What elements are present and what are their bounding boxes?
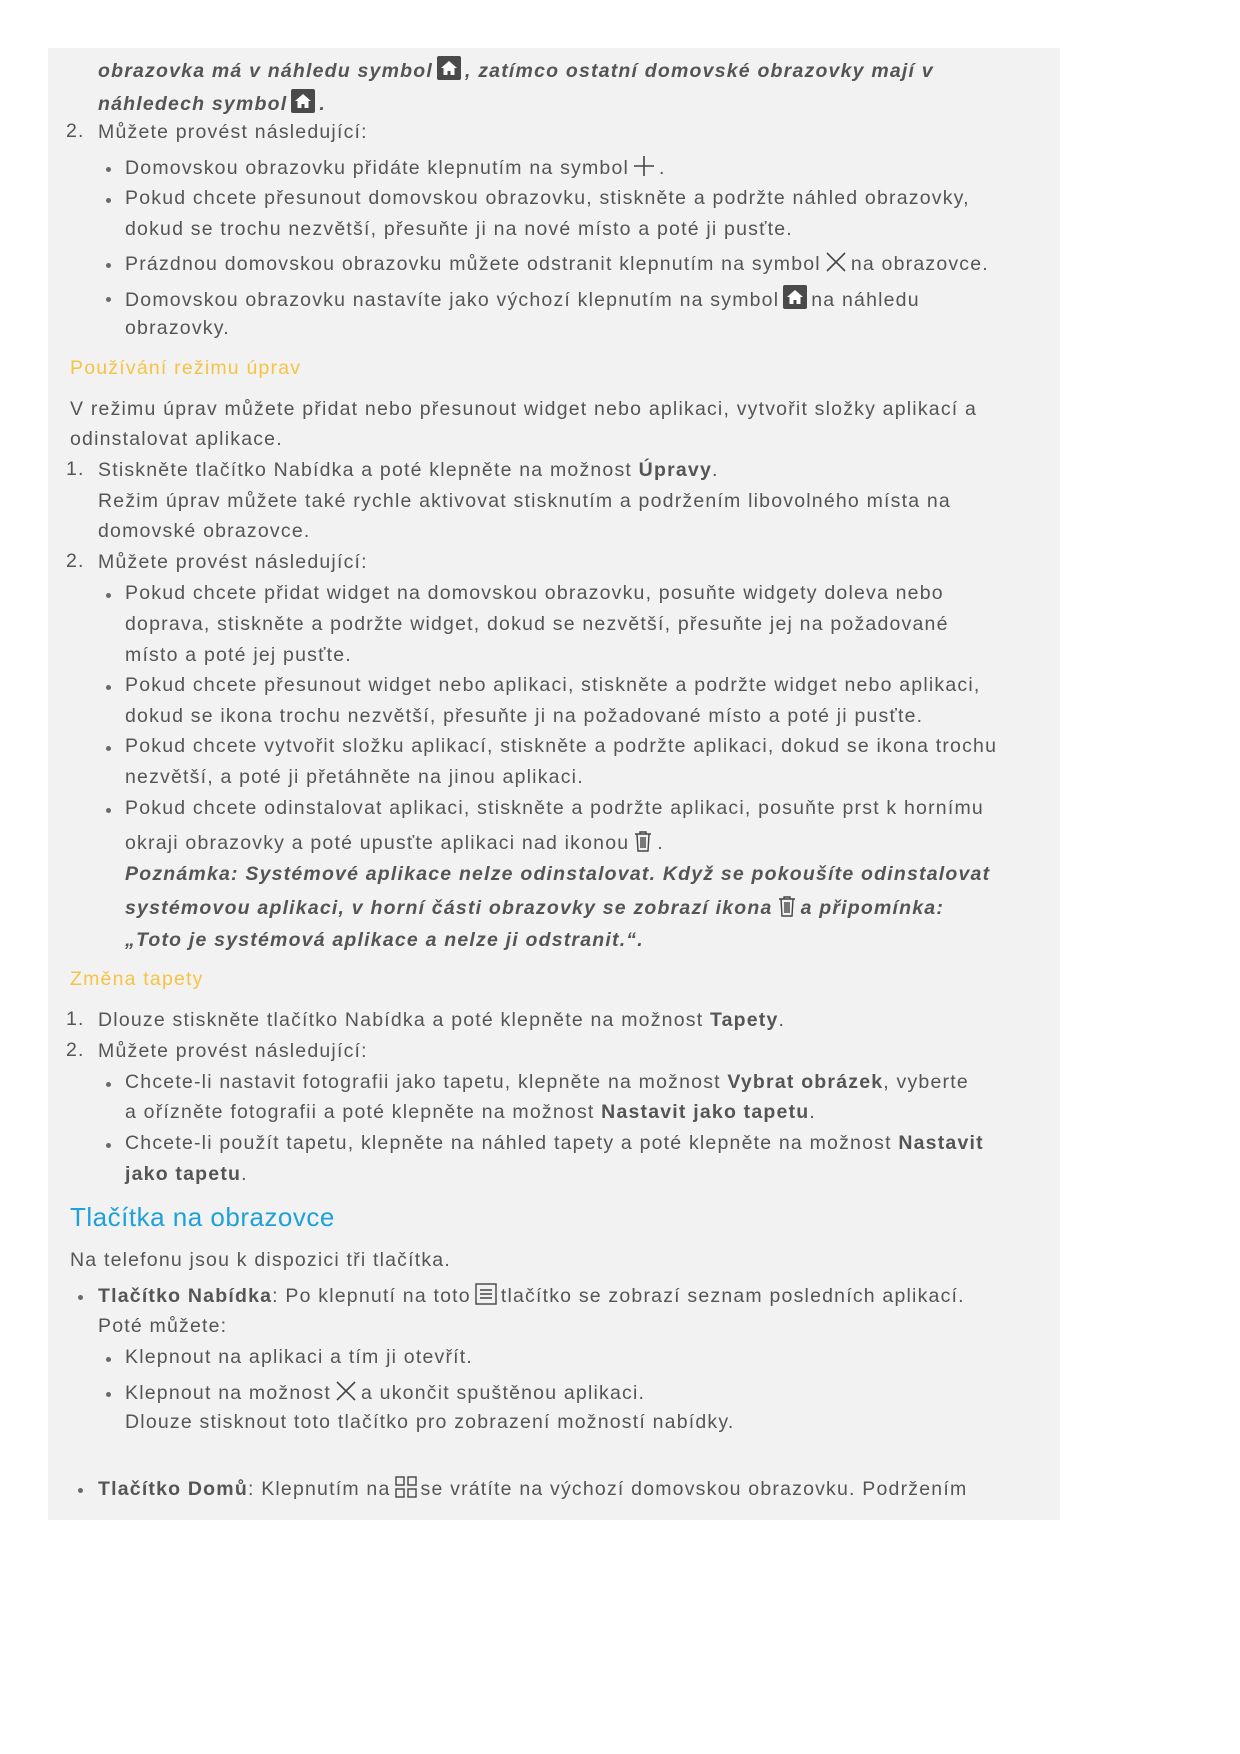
list-item: Pokud chcete přesunout widget nebo aplikaci, stiskněte a podržte widget nebo aplikaci,	[125, 674, 981, 696]
list-item: Prázdnou domovskou obrazovku můžete odstranit klepnutím na symbol na obrazovce.	[125, 253, 989, 275]
bullet	[106, 1357, 111, 1362]
list-item: Klepnout na možnost a ukončit spuštěnou aplikaci.	[125, 1382, 646, 1404]
section-title-wallpaper: Změna tapety	[70, 968, 204, 990]
note-line: Poznámka: Systémové aplikace nelze odinstalovat. Když se pokoušíte odinstalovat	[125, 863, 991, 885]
bullet	[106, 167, 111, 172]
list-item-cont: dokud se trochu nezvětší, přesuňte ji na nové místo a poté ji pusťte.	[125, 218, 793, 240]
list-item: Domovskou obrazovku nastavíte jako výchozí klepnutím na symbol na náhledu	[125, 285, 920, 312]
bullet	[106, 808, 111, 813]
bullet	[106, 1082, 111, 1087]
note-line-2: náhledech symbol .	[98, 89, 326, 116]
section-title-edit-mode: Používání režimu úprav	[70, 357, 302, 379]
bullet	[106, 198, 111, 203]
bullet	[106, 297, 111, 302]
step-cont: domovské obrazovce.	[98, 520, 311, 542]
note-line: systémovou aplikaci, v horní části obrazovky se zobrazí ikona a připomínka:	[125, 897, 945, 919]
list-item: Domovskou obrazovku přidáte klepnutím na symbol .	[125, 157, 666, 179]
list-number: 2.	[66, 1039, 85, 1061]
bullet	[106, 593, 111, 598]
list-item: Tlačítko Nabídka: Po klepnutí na toto tlačítko se zobrazí seznam posledních aplikací.	[98, 1285, 965, 1307]
list-number: 2.	[66, 120, 85, 142]
step-cont: Režim úprav můžete také rychle aktivovat stisknutím a podržením libovolného místa na	[98, 490, 951, 512]
list-number: 1.	[66, 1008, 85, 1030]
bullet	[106, 1143, 111, 1148]
bullet	[78, 1295, 83, 1300]
list-number: 2.	[66, 550, 85, 572]
list-item-cont: obrazovky.	[125, 317, 230, 339]
home-filled-icon	[291, 89, 315, 113]
plus-icon	[633, 155, 655, 177]
list-item: Pokud chcete odinstalovat aplikaci, stiskněte a podržte aplikaci, posuňte prst k hornímu	[125, 797, 984, 819]
list-item: Chcete-li nastavit fotografii jako tapetu, klepněte na možnost Vybrat obrázek, vyberte	[125, 1071, 969, 1093]
list-item: Pokud chcete přidat widget na domovskou obrazovku, posuňte widgety doleva nebo	[125, 582, 944, 604]
home-filled-icon	[783, 285, 807, 309]
list-item-cont: místo a poté jej pusťte.	[125, 644, 352, 666]
bullet	[106, 746, 111, 751]
trash-icon	[633, 830, 653, 852]
list-item-cont: dokud se ikona trochu nezvětší, přesuňte ji na požadované místo a poté ji pusťte.	[125, 705, 924, 727]
step: Dlouze stiskněte tlačítko Nabídka a poté klepněte na možnost Tapety.	[98, 1009, 786, 1031]
bullet	[106, 263, 111, 268]
list-item-cont: doprava, stiskněte a podržte widget, dokud se nezvětší, přesuňte jej na požadované	[125, 613, 949, 635]
list-item: Chcete-li použít tapetu, klepněte na náhled tapety a poté klepněte na možnost Nastavit	[125, 1132, 984, 1154]
note-line: „Toto je systémová aplikace a nelze ji odstranit.“.	[125, 929, 644, 951]
bullet	[106, 685, 111, 690]
trash-icon	[777, 895, 797, 917]
paragraph: Na telefonu jsou k dispozici tři tlačítka.	[70, 1249, 451, 1271]
paragraph: V režimu úprav můžete přidat nebo přesunout widget nebo aplikaci, vytvořit složky aplikací a	[70, 398, 978, 420]
step: Stiskněte tlačítko Nabídka a poté klepněte na možnost Úpravy.	[98, 459, 719, 481]
list-item: Klepnout na aplikaci a tím ji otevřít.	[125, 1346, 474, 1368]
home-filled-icon	[437, 56, 461, 80]
list-item-cont: okraji obrazovky a poté upusťte aplikaci nad ikonou .	[125, 832, 664, 854]
section-title-onscreen-buttons: Tlačítka na obrazovce	[70, 1202, 335, 1232]
list-item-cont: a ořízněte fotografii a poté klepněte na možnost Nastavit jako tapetu.	[125, 1101, 817, 1123]
bullet	[78, 1488, 83, 1493]
list-item-cont: Poté můžete:	[98, 1315, 228, 1337]
close-icon	[335, 1380, 357, 1402]
step: Můžete provést následující:	[98, 1040, 368, 1062]
menu-list-icon	[475, 1283, 497, 1305]
home-grid-icon	[395, 1476, 417, 1498]
list-item: Pokud chcete vytvořit složku aplikací, stiskněte a podržte aplikaci, dokud se ikona trochu	[125, 735, 998, 757]
list-item-cont: jako tapetu.	[125, 1163, 248, 1185]
step: Můžete provést následující:	[98, 551, 368, 573]
list-number: 1.	[66, 458, 85, 480]
list-heading: Můžete provést následující:	[98, 121, 368, 143]
close-icon	[825, 251, 847, 273]
list-item: Tlačítko Domů: Klepnutím na se vrátíte na výchozí domovskou obrazovku. Podržením	[98, 1478, 968, 1500]
list-item: Pokud chcete přesunout domovskou obrazovku, stiskněte a podržte náhled obrazovky,	[125, 187, 970, 209]
note-line-1: obrazovka má v náhledu symbol , zatímco ostatní domovské obrazovky mají v	[98, 56, 934, 83]
list-item-cont: nezvětší, a poté ji přetáhněte na jinou aplikaci.	[125, 766, 584, 788]
list-item-cont: Dlouze stisknout toto tlačítko pro zobrazení možností nabídky.	[125, 1411, 735, 1433]
bullet	[106, 1392, 111, 1397]
paragraph: odinstalovat aplikace.	[70, 428, 283, 450]
